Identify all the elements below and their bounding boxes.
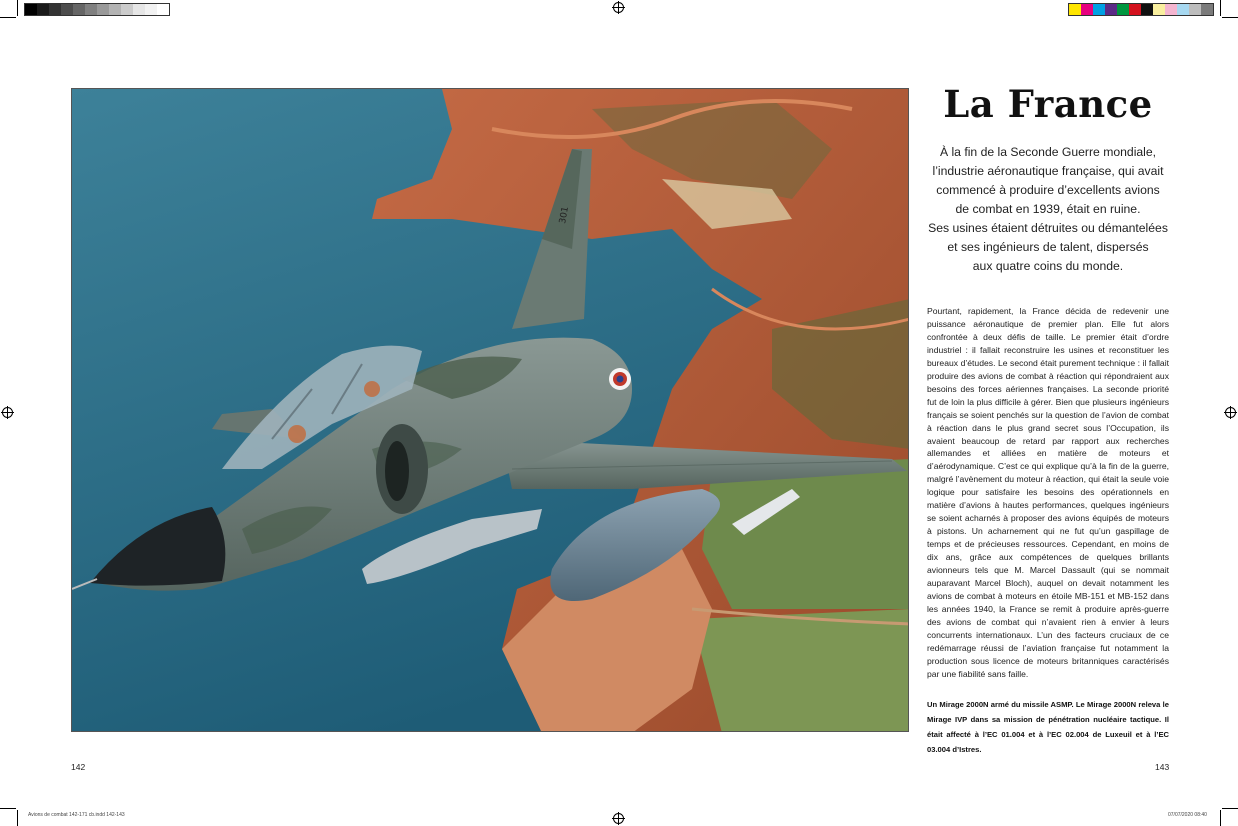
page-number-left: 142 (71, 762, 86, 772)
color-swatch (1177, 4, 1189, 15)
intro-line: aux quatre coins du monde. (972, 259, 1124, 273)
gray-swatch (37, 4, 49, 15)
gray-swatch (157, 4, 169, 15)
registration-mark-bottom (613, 813, 624, 824)
color-swatch (1093, 4, 1105, 15)
gray-swatch (109, 4, 121, 15)
color-calibration-bar (1068, 3, 1214, 16)
color-swatch (1105, 4, 1117, 15)
color-swatch (1201, 4, 1213, 15)
color-swatch (1081, 4, 1093, 15)
color-swatch (1117, 4, 1129, 15)
tail-number-text: 301 (558, 205, 571, 225)
body-text: Pourtant, rapidement, la France décida de redevenir une puissance aéronautique de premier plan. Elle fut alors confrontée à deux défis de taille. Le premier était d’ordre industriel : il fallait reconstruire les usines et reconstituer les bureaux d’études. Le second était purement technique : il fallait produire des avions de combat à réaction qui répondraient aux besoins des forces aériennes françaises. La seconde priorité fut de loin la plus difficile à gérer. Bien que plusieurs ingénieurs français se soient penchés sur la question de l’avion de combat à réaction dans le plus grand secret sous l’Occupation, ils avaient beaucoup de retard par rapport aux recherches allemandes et alliées en matière de moteurs et d’aérodynamique. C’est ce qui explique qu’à la fin de la guerre, malgré l’avènement du moteur à réaction, qui était la seule voie logique pour satisfaire les besoins des opérationnels en matière d’avions à hautes performances, quelques ingénieurs se soient acharnés à proposer des avions équipés de moteurs à pistons. Un acharnement qui ne fut qu’un gaspillage de temps et de précieuses ressources. Cependant, en moins de dix ans, grâce aux compétences de quelques brillants avionneurs tels que M. Marcel Dassault (qui se nommait auparavant Marcel Bloch), auquel on devait notamment les avions de combat à moteurs en étoile MB-151 et MB-152 dans les années 1940, la France se remit à produire après-guerre des avions de combat qui n’avaient rien à envier à leurs concurrents internationaux. L’un des facteurs cruciaux de ce redémarrage réussi de l’aviation française fut notamment la production sous licence de moteurs britanniques caractérisés par une fiabilité sans faille. (927, 306, 1169, 679)
intro-line: l’industrie aéronautique française, qui avait (932, 164, 1164, 178)
file-slug: Avions de combat 142-171 cb.indd 142-143 (28, 812, 125, 818)
gray-swatch (145, 4, 157, 15)
gray-swatch (97, 4, 109, 15)
photo-caption: Un Mirage 2000N armé du missile ASMP. Le Mirage 2000N releva le Mirage IVP dans sa mission de pénétration nucléaire tactique. Il était affecté à l’EC 01.004 et à l’EC 02.004 de Luxeuil et à l’EC 03.004 d’Istres. (927, 700, 1169, 754)
intro-line: commencé à produire d’excellents avions (936, 183, 1160, 197)
registration-mark-left (2, 407, 13, 418)
gray-swatch (85, 4, 97, 15)
page-number-right: 143 (1155, 762, 1170, 772)
color-swatch (1165, 4, 1177, 15)
gray-swatch (121, 4, 133, 15)
registration-mark-right (1225, 407, 1236, 418)
crop-mark (0, 808, 16, 809)
crop-mark (17, 810, 18, 826)
color-swatch (1129, 4, 1141, 15)
page-title: La France (943, 82, 1153, 126)
color-swatch (1189, 4, 1201, 15)
crop-mark (0, 17, 16, 18)
crop-mark (1222, 17, 1238, 18)
intro-paragraph (925, 143, 1171, 276)
registration-mark-top (613, 2, 624, 13)
intro-line: et ses ingénieurs de talent, dispersés (947, 240, 1149, 254)
color-swatch (1153, 4, 1165, 15)
gray-swatch (133, 4, 145, 15)
color-swatch (1141, 4, 1153, 15)
color-swatch (1069, 4, 1081, 15)
intro-line: À la fin de la Seconde Guerre mondiale, (939, 145, 1157, 159)
gray-swatch (49, 4, 61, 15)
crop-mark (1222, 808, 1238, 809)
gray-swatch (25, 4, 37, 15)
grayscale-calibration-bar (24, 3, 170, 16)
aircraft-photo (71, 88, 909, 732)
gray-swatch (61, 4, 73, 15)
crop-mark (1220, 810, 1221, 826)
intro-line: Ses usines étaient détruites ou démantelées (928, 221, 1168, 235)
crop-mark (17, 0, 18, 16)
crop-mark (1220, 0, 1221, 16)
timestamp-slug: 07/07/2020 08:40 (1168, 812, 1207, 818)
gray-swatch (73, 4, 85, 15)
intro-line: de combat en 1939, était en ruine. (955, 202, 1141, 216)
